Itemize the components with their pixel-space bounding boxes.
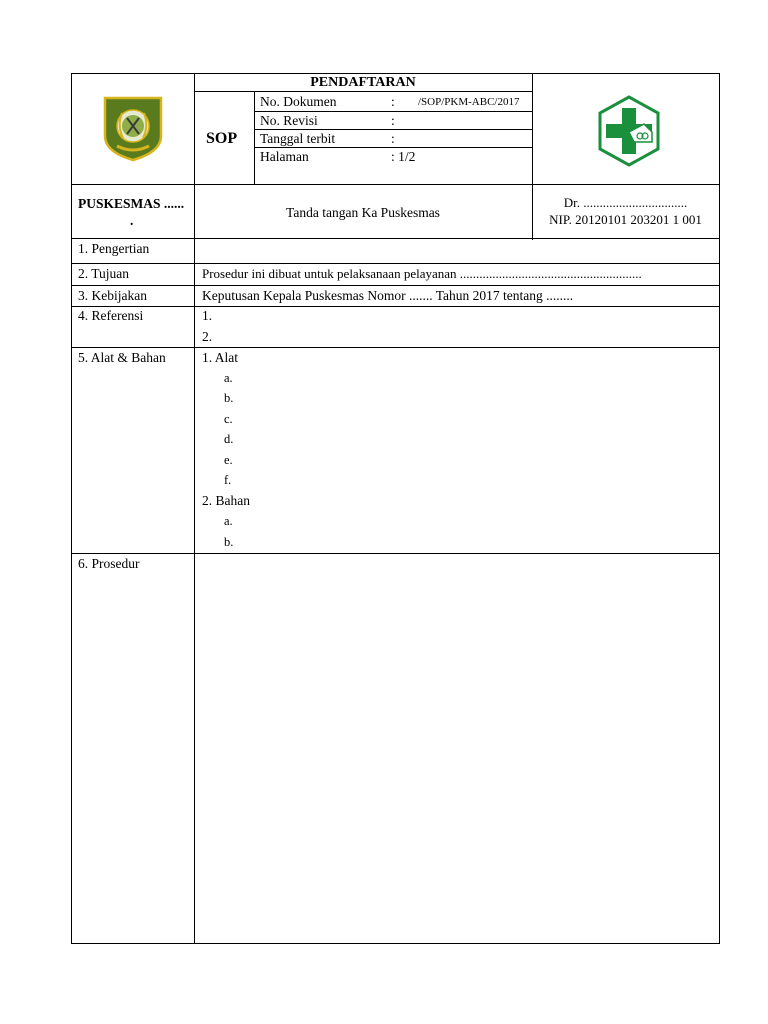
referensi-item: 1.: [202, 308, 213, 323]
divider-row-4: [71, 306, 720, 307]
meta-label-no-dokumen: No. Dokumen: [260, 94, 337, 109]
divider-meta-2: [254, 129, 532, 130]
signature-label: Tanda tangan Ka Puskesmas: [286, 205, 440, 220]
alat-item: e.: [224, 453, 233, 467]
meta-value-no-dokumen: :: [391, 94, 395, 109]
table-border-bottom: [71, 943, 720, 944]
section-content-tujuan: Prosedur ini dibuat untuk pelaksanaan pelayanan ........................................................: [202, 266, 642, 281]
meta-value-tanggal-terbit: :: [391, 131, 395, 146]
alat-item: f.: [224, 473, 232, 487]
divider-row-5: [71, 347, 720, 348]
meta-label-tanggal-terbit: Tanggal terbit: [260, 131, 336, 146]
divider-row-3: [71, 285, 720, 286]
section-label-tujuan: 2. Tujuan: [78, 266, 130, 281]
meta-value-no-revisi: :: [391, 113, 395, 128]
section-content-kebijakan: Keputusan Kepala Puskesmas Nomor ....... Tahun 2017 tentang ........: [202, 288, 574, 303]
table-border-left: [71, 73, 72, 944]
divider-row-6: [71, 553, 720, 554]
doctor-name: Dr. ................................: [563, 195, 688, 210]
puskesmas-name: PUSKESMAS ......: [78, 196, 185, 211]
divider-meta-1: [254, 111, 532, 112]
divider-sop: [254, 91, 255, 185]
alat-item: c.: [224, 412, 233, 426]
section-label-prosedur: 6. Prosedur: [78, 556, 140, 571]
alat-item: b.: [224, 391, 234, 405]
referensi-item: 2.: [202, 329, 213, 344]
meta-label-no-revisi: No. Revisi: [260, 113, 318, 128]
regional-government-crest-icon: [103, 96, 163, 162]
puskesmas-cross-logo-icon: [596, 94, 662, 168]
doctor-nip: NIP. 20120101 203201 1 001: [549, 212, 702, 227]
sop-label: SOP: [206, 130, 238, 147]
bahan-item: a.: [224, 514, 233, 528]
meta-document-number: /SOP/PKM-ABC/2017: [418, 96, 520, 108]
divider-title: [194, 91, 532, 92]
alat-item: d.: [224, 432, 234, 446]
divider-label-column: [194, 238, 195, 944]
section-label-referensi: 4. Referensi: [78, 308, 144, 323]
document-title: PENDAFTARAN: [310, 75, 416, 90]
puskesmas-name-continued: .: [130, 213, 134, 228]
table-border-top: [71, 73, 720, 74]
meta-label-halaman: Halaman: [260, 149, 309, 164]
section-label-alat-bahan: 5. Alat & Bahan: [78, 350, 166, 365]
meta-value-halaman: : 1/2: [391, 149, 416, 164]
table-border-right: [719, 73, 720, 944]
section-label-kebijakan: 3. Kebijakan: [78, 288, 147, 303]
bahan-title: 2. Bahan: [202, 493, 250, 508]
divider-meta-3: [254, 147, 532, 148]
divider-header-bottom: [71, 184, 720, 185]
section-label-pengertian: 1. Pengertian: [78, 241, 150, 256]
divider-row-1: [71, 238, 720, 239]
bahan-item: b.: [224, 535, 234, 549]
divider-row-2: [71, 263, 720, 264]
alat-item: a.: [224, 371, 233, 385]
alat-title: 1. Alat: [202, 350, 238, 365]
